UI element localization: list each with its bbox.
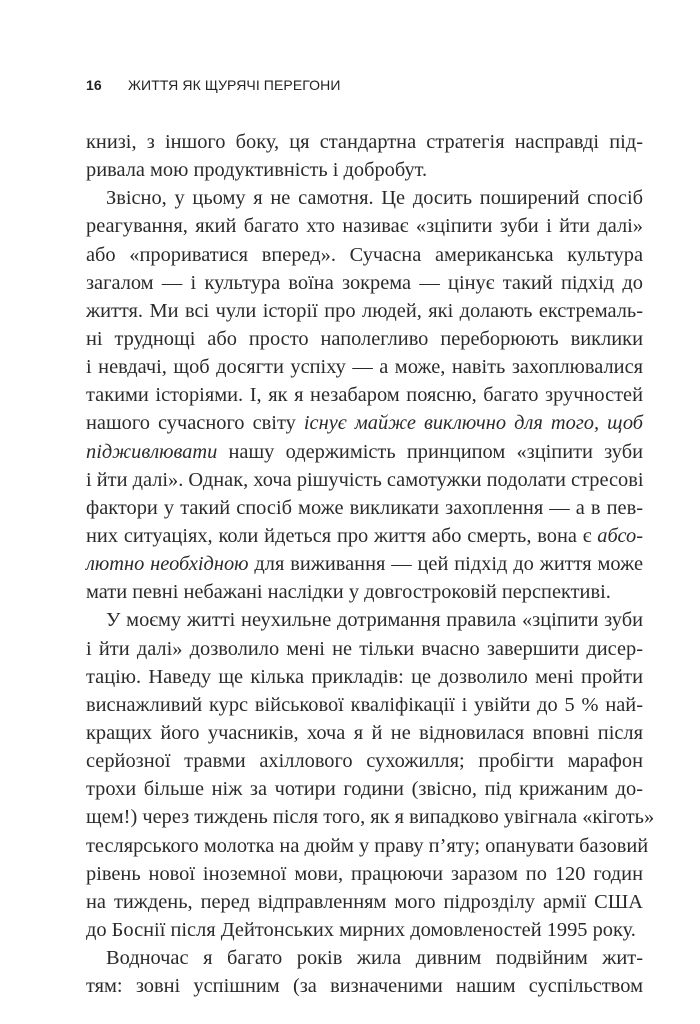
body-text bbox=[86, 128, 655, 1000]
text-run: і йти далі». Однак, хоча рішучість самотужки подолати стресові bbox=[86, 468, 644, 491]
text-run: життя. Ми всі чули історії про людей, які долають екстремаль- bbox=[86, 299, 643, 322]
text-run: тацію. Наведу ще кілька прикладів: це дозволило мені пройти bbox=[86, 665, 643, 688]
text-line bbox=[86, 212, 643, 240]
text-run: виснажливий курс військової кваліфікації і увійти до 5 % най- bbox=[86, 693, 643, 716]
page-number: 16 bbox=[86, 77, 102, 93]
text-line bbox=[86, 832, 649, 860]
text-line bbox=[86, 466, 643, 494]
text-run: Водночас я багато років жила дивним подвійним жит- bbox=[106, 947, 643, 970]
text-run: фактори у такий спосіб може викликати захоплення — а в пев- bbox=[86, 496, 643, 519]
text-run: реагування, який багато хто називає «зціпити зуби і йти далі» bbox=[86, 215, 643, 238]
italic-text: підживлювати bbox=[86, 440, 218, 463]
text-line bbox=[86, 691, 643, 719]
text-run: такими історіями. І, як я незабаром поясню, багато зручностей bbox=[86, 384, 643, 407]
text-line bbox=[86, 803, 655, 831]
text-run: тям: зовні успішним (за визначеними нашим суспільством bbox=[86, 975, 643, 998]
text-line bbox=[86, 775, 643, 803]
text-line bbox=[86, 438, 643, 466]
text-line bbox=[86, 128, 643, 156]
italic-text: лютно необхідною bbox=[86, 553, 249, 576]
text-line bbox=[86, 550, 643, 578]
text-run: рівень нової іноземної мови, працюючи заразом по 120 годин bbox=[86, 862, 643, 885]
text-run: Звісно, у цьому я не самотня. Це досить поширений спосіб bbox=[106, 187, 643, 210]
text-line bbox=[86, 606, 643, 634]
text-run: теслярського молотка на дюйм у праву п’яту; опанувати базовий bbox=[86, 834, 649, 857]
running-head bbox=[86, 77, 341, 93]
text-run: ні труднощі або просто наполегливо переборюють виклики bbox=[86, 327, 643, 350]
text-line bbox=[86, 747, 643, 775]
text-line bbox=[86, 972, 643, 1000]
chapter-title: ЖИТТЯ ЯК ЩУРЯЧІ ПЕРЕГОНИ bbox=[128, 77, 341, 93]
text-line bbox=[86, 635, 643, 663]
text-line bbox=[86, 663, 643, 691]
text-run: кращих його учасників, хоча я й не відновилася вповні після bbox=[86, 721, 643, 744]
text-line bbox=[86, 325, 643, 353]
text-run: і невдачі, щоб досягти успіху — а може, навіть захоплювалися bbox=[86, 356, 643, 379]
text-line bbox=[86, 241, 643, 269]
italic-text: існує майже виключно для того, щоб bbox=[303, 412, 643, 435]
text-line bbox=[86, 916, 643, 944]
text-line bbox=[86, 269, 643, 297]
text-run: до Боснії після Дейтонських мирних домовленостей 1995 року. bbox=[86, 918, 636, 941]
text-run: мати певні небажані наслідки у довгостроковій перспективі. bbox=[86, 581, 611, 604]
text-line bbox=[86, 353, 643, 381]
text-line bbox=[86, 944, 643, 972]
text-line bbox=[86, 297, 643, 325]
text-run: загалом — і культура воїна зокрема — цінує такий підхід до bbox=[86, 271, 643, 294]
text-run: ривала мою продуктивність і добробут. bbox=[86, 159, 428, 182]
text-line bbox=[86, 156, 643, 184]
text-line bbox=[86, 888, 643, 916]
text-run: на тиждень, перед відправленням мого підрозділу армії США bbox=[86, 890, 643, 913]
text-line bbox=[86, 409, 643, 437]
text-run: і йти далі» дозволило мені не тільки вчасно завершити дисер- bbox=[86, 637, 643, 660]
text-run: нашого сучасного світу bbox=[86, 412, 304, 435]
text-line bbox=[86, 381, 643, 409]
text-run: щем!) через тиждень після того, як я випадково увігнала «кіготь» bbox=[86, 806, 655, 829]
text-line bbox=[86, 719, 643, 747]
text-run: для виживання — цей підхід до життя може bbox=[248, 553, 643, 576]
text-run: трохи більше ніж за чотири години (звісно, під крижаним до- bbox=[86, 778, 643, 801]
text-run: нашу одержимість принципом «зціпити зуби bbox=[217, 440, 643, 463]
text-line bbox=[86, 184, 643, 212]
text-run: них ситуаціях, коли йдеться про життя або смерть, вона є bbox=[86, 524, 598, 547]
text-run: серйозної травми ахіллового сухожилля; пробігти марафон bbox=[86, 750, 643, 773]
text-run: або «прориватися вперед». Сучасна американська культура bbox=[86, 243, 643, 266]
text-run: У моєму житті неухильне дотримання правила «зціпити зуби bbox=[106, 609, 643, 632]
text-line bbox=[86, 578, 643, 606]
text-line bbox=[86, 522, 643, 550]
text-line bbox=[86, 494, 643, 522]
italic-text: абсо- bbox=[597, 524, 643, 547]
text-run: книзі, з іншого боку, ця стандартна стратегія насправді під- bbox=[86, 131, 643, 153]
text-line bbox=[86, 860, 643, 888]
